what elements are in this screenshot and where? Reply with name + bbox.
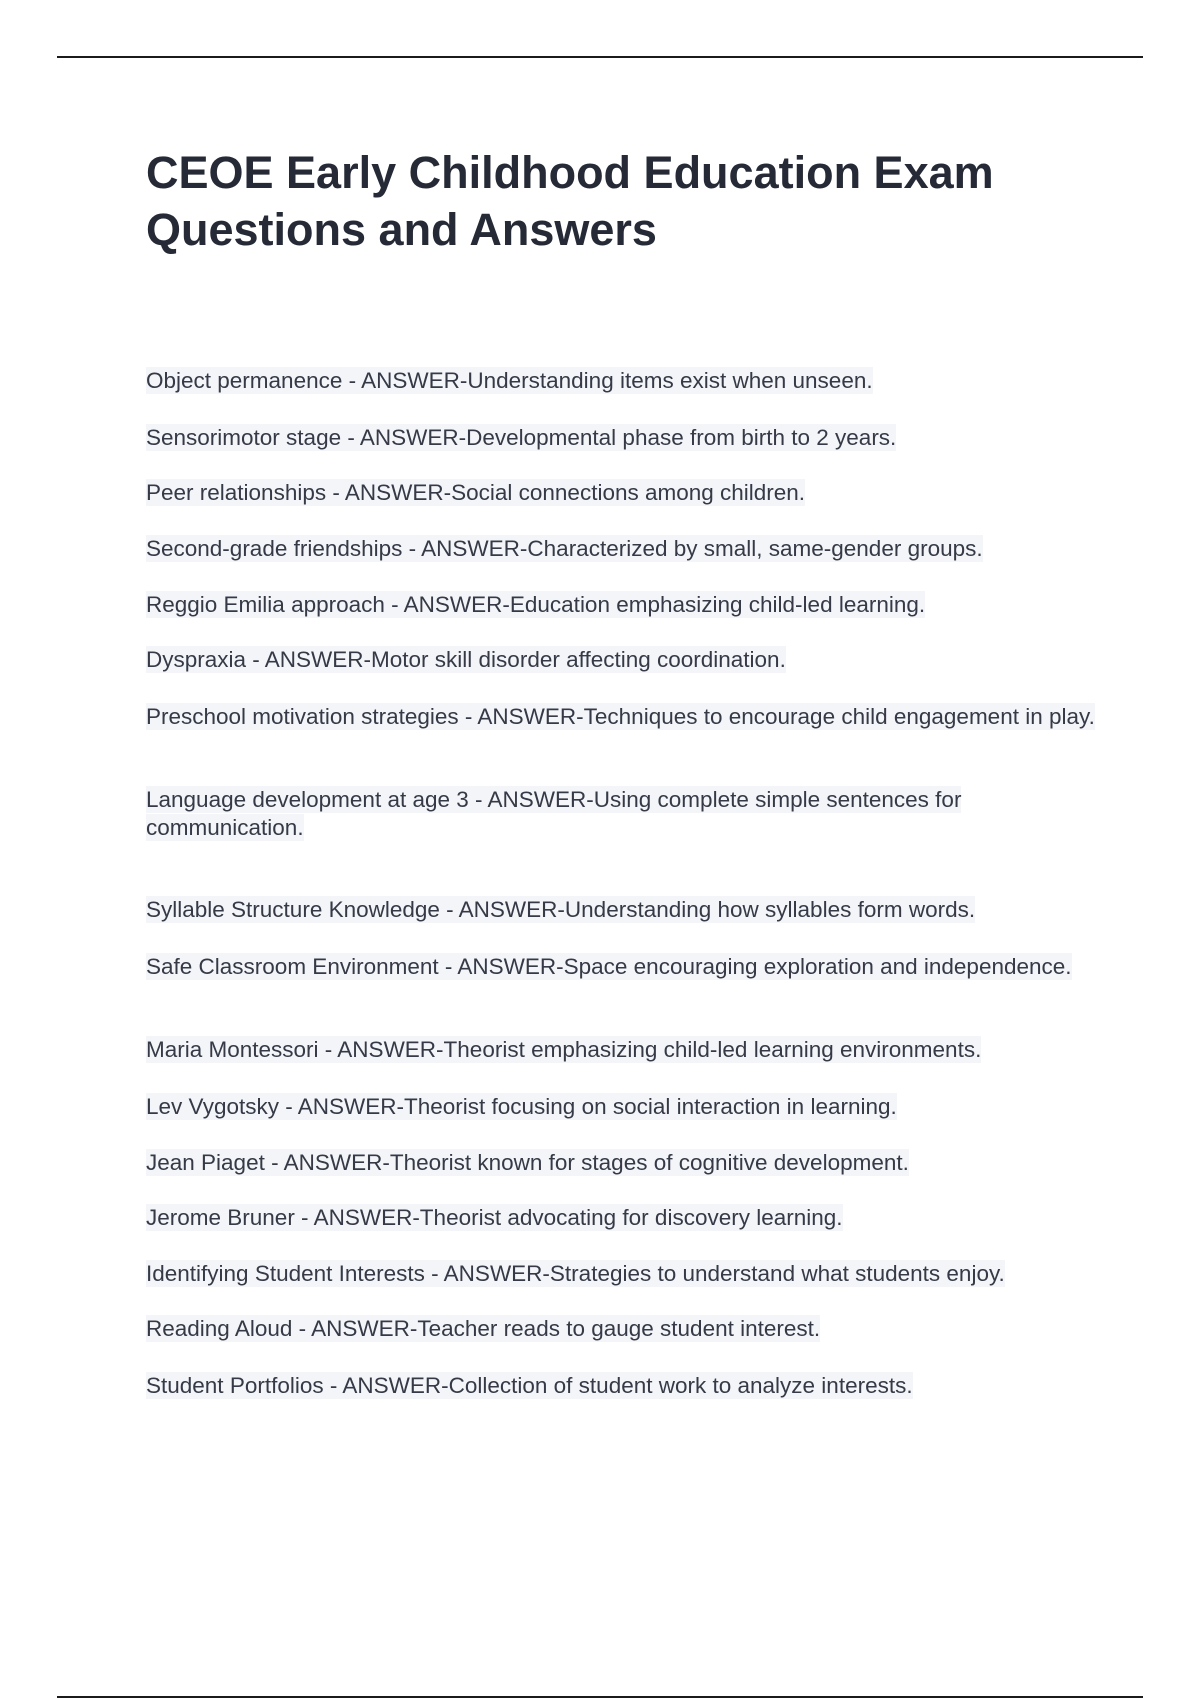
qa-item: [146, 367, 1096, 395]
qa-item: [146, 896, 1096, 924]
qa-text: Jean Piaget - ANSWER-Theorist known for stages of cognitive development.: [146, 1150, 909, 1175]
qa-item: [146, 1149, 1096, 1177]
qa-text: Language development at age 3 - ANSWER-Using complete simple sentences for communication.: [146, 787, 962, 840]
qa-text: Preschool motivation strategies - ANSWER-Techniques to encourage child engagement in play.: [146, 704, 1095, 729]
qa-text: Reggio Emilia approach - ANSWER-Education emphasizing child-led learning.: [146, 592, 926, 617]
qa-text: Maria Montessori - ANSWER-Theorist emphasizing child-led learning environments.: [146, 1037, 982, 1062]
qa-text: Safe Classroom Environment - ANSWER-Space encouraging exploration and independence.: [146, 954, 1072, 979]
qa-text: Dyspraxia - ANSWER-Motor skill disorder affecting coordination.: [146, 647, 786, 672]
page-title: CEOE Early Childhood Education Exam Questions and Answers: [146, 147, 994, 255]
qa-text: Identifying Student Interests - ANSWER-Strategies to understand what students enjoy.: [146, 1261, 1005, 1286]
qa-text: Syllable Structure Knowledge - ANSWER-Understanding how syllables form words.: [146, 897, 976, 922]
qa-item: [146, 703, 1096, 731]
qa-item: [146, 1260, 1096, 1288]
qa-text: Object permanence - ANSWER-Understanding items exist when unseen.: [146, 368, 873, 393]
qa-text: Lev Vygotsky - ANSWER-Theorist focusing on social interaction in learning.: [146, 1094, 897, 1119]
qa-text: Jerome Bruner - ANSWER-Theorist advocating for discovery learning.: [146, 1205, 843, 1230]
qa-item: [146, 1315, 1096, 1343]
qa-item: [146, 646, 1096, 674]
qa-item: [146, 535, 1096, 563]
qa-item: [146, 424, 1096, 452]
qa-text: Peer relationships - ANSWER-Social connections among children.: [146, 480, 806, 505]
qa-item: [146, 591, 1096, 619]
qa-text: Reading Aloud - ANSWER-Teacher reads to gauge student interest.: [146, 1316, 821, 1341]
qa-item: [146, 953, 1096, 981]
qa-item: [146, 786, 1096, 842]
qa-text: Sensorimotor stage - ANSWER-Developmental phase from birth to 2 years.: [146, 425, 897, 450]
qa-item: [146, 1093, 1096, 1121]
qa-item: [146, 1372, 1096, 1400]
bottom-rule: [57, 1696, 1143, 1698]
qa-text: Student Portfolios - ANSWER-Collection of student work to analyze interests.: [146, 1373, 913, 1398]
qa-item: [146, 479, 1096, 507]
qa-item: [146, 1204, 1096, 1232]
qa-item: [146, 1036, 1096, 1064]
top-rule: [57, 56, 1143, 58]
qa-text: Second-grade friendships - ANSWER-Characterized by small, same-gender groups.: [146, 536, 983, 561]
